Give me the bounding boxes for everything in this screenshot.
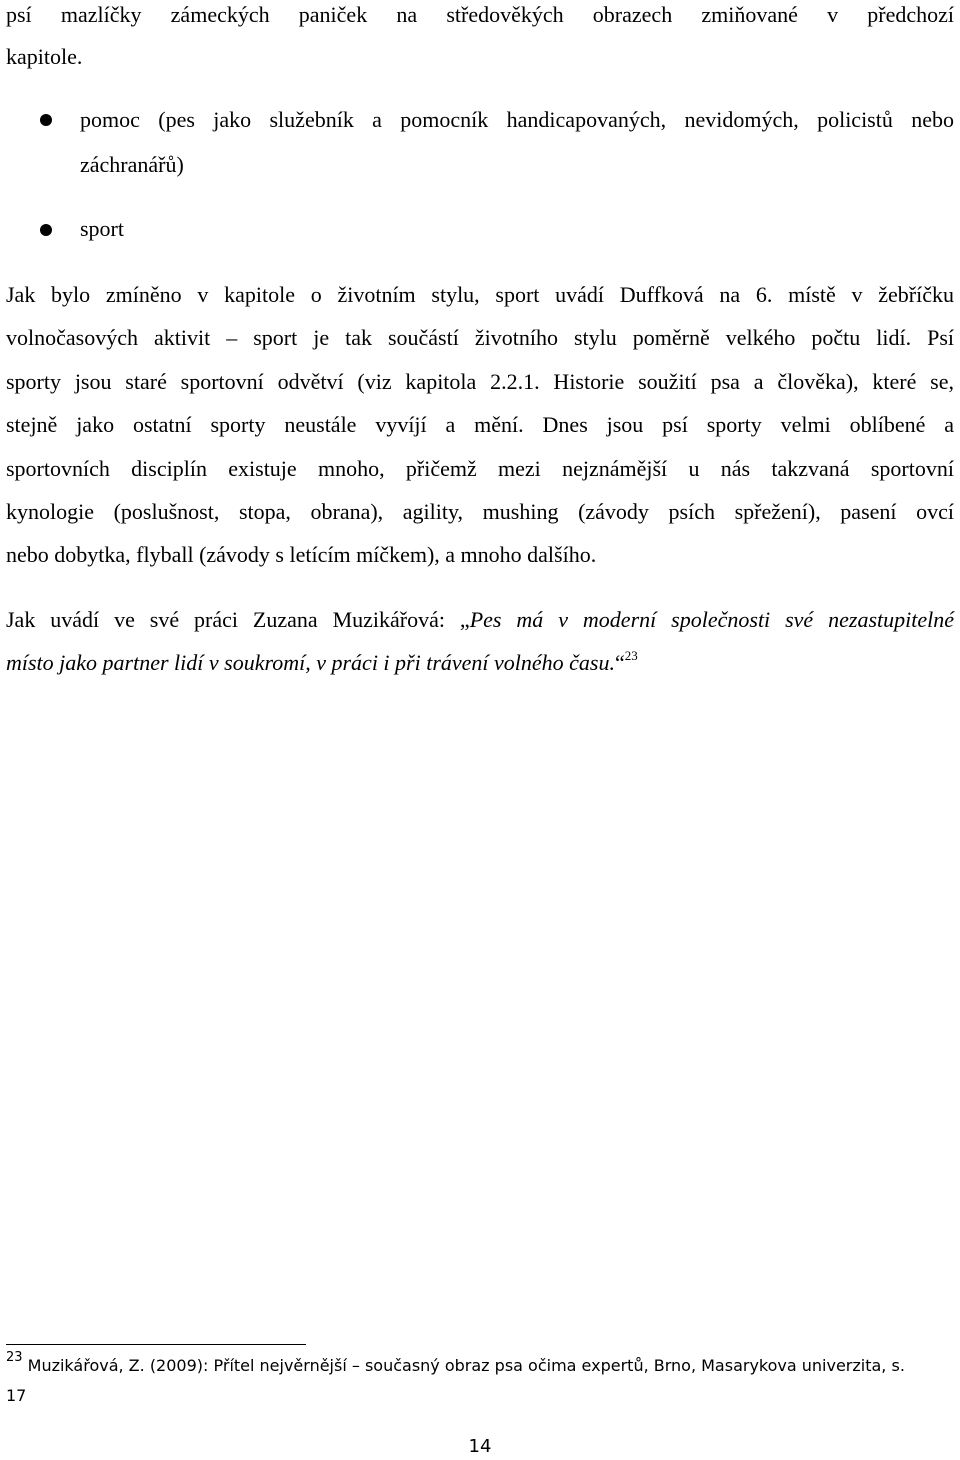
footnote-separator xyxy=(6,1344,306,1345)
text-line: sportovních disciplín existuje mnoho, přičemž mezi nejznámější u nás takzvaná sportovní xyxy=(6,456,954,481)
text-line: kynologie (poslušnost, stopa, obrana), agility, mushing (závody psích spřežení), pasení ovcí xyxy=(6,499,954,524)
list-item-sport: sport xyxy=(80,216,124,241)
quote-intro: Jak uvádí ve své práci Zuzana Muzikářová: „ xyxy=(6,607,470,632)
bullet-icon xyxy=(40,224,52,236)
quote-line xyxy=(6,607,954,633)
text-line: Jak bylo zmíněno v kapitole o životním stylu, sport uvádí Duffková na 6. místě v žebříčku xyxy=(6,282,954,307)
bullet-icon xyxy=(40,114,52,126)
footnote-continuation: 17 xyxy=(6,1386,27,1405)
text-line: sporty jsou staré sportovní odvětví (viz kapitola 2.2.1. Historie soužití psa a člověka), které se, xyxy=(6,369,954,394)
quote-close: “ xyxy=(615,650,625,675)
quote-text: místo jako partner lidí v soukromí, v práci i při trávení volného času. xyxy=(6,650,615,675)
text-line: psí mazlíčky zámeckých paniček na středověkých obrazech zmiňované v předchozí xyxy=(6,2,954,27)
footnote-number: 23 xyxy=(6,1350,23,1365)
text-line: stejně jako ostatní sporty neustále vyvíjí a mění. Dnes jsou psí sporty velmi oblíbené a xyxy=(6,412,954,437)
text-line: volnočasových aktivit – sport je tak součástí životního stylu poměrně velkého počtu lidí. Psí xyxy=(6,325,954,350)
footnote xyxy=(6,1350,954,1375)
list-item-help: pomoc (pes jako služebník a pomocník handicapovaných, nevidomých, policistů nebo xyxy=(80,107,954,132)
text-line: kapitole. xyxy=(6,44,83,69)
quote-text: Pes má v moderní společnosti své nezastupitelné xyxy=(469,607,954,632)
footnote-text: Muzikářová, Z. (2009): Přítel nejvěrnější – současný obraz psa očima expertů, Brno, Masarykova univerzita, s. xyxy=(27,1356,905,1375)
quote-line xyxy=(6,650,954,676)
page-number: 14 xyxy=(468,1436,492,1457)
list-item-help-cont: záchranářů) xyxy=(80,152,184,177)
text-line: nebo dobytka, flyball (závody s letícím míčkem), a mnoho dalšího. xyxy=(6,542,597,567)
footnote-ref[interactable]: 23 xyxy=(624,648,638,663)
